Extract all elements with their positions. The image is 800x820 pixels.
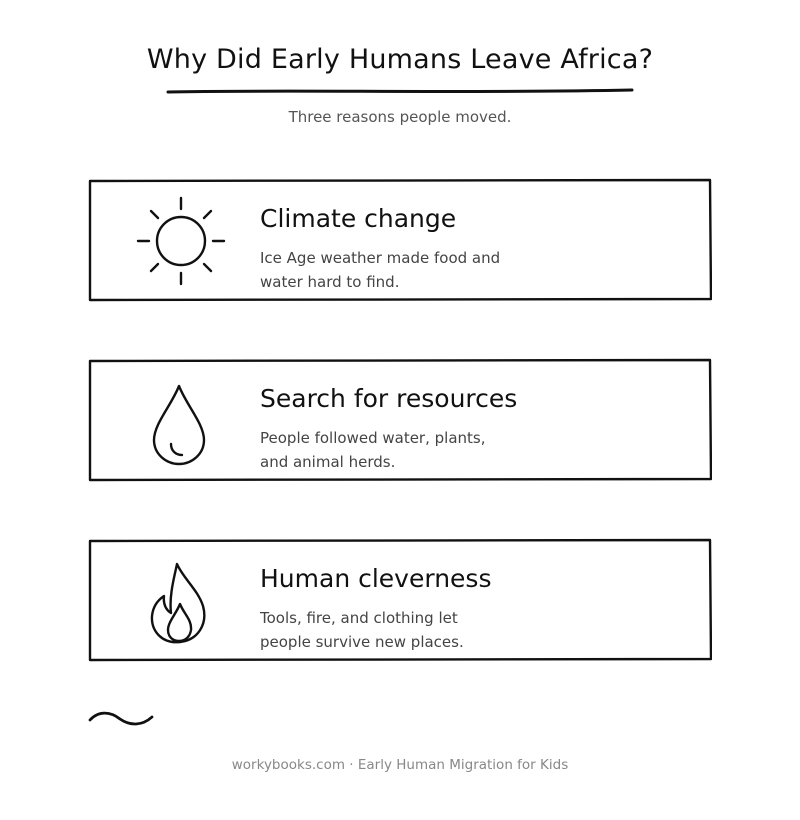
reason-description <box>260 426 560 474</box>
reason-description-line: and animal herds. <box>260 453 396 471</box>
reason-description-line: People followed water, plants, <box>260 429 486 447</box>
reason-description-line: water hard to find. <box>260 273 400 291</box>
reason-card-cleverness <box>88 538 712 662</box>
reason-title: Human cleverness <box>260 564 492 593</box>
reason-description-line: Ice Age weather made food and <box>260 249 501 267</box>
footer-credit: workybooks.com · Early Human Migration for Kids <box>231 757 569 773</box>
water-drop-icon <box>136 376 226 466</box>
reason-title: Search for resources <box>260 384 518 413</box>
reason-description <box>260 246 560 294</box>
reason-card-climate <box>88 178 712 302</box>
fire-icon <box>136 556 226 646</box>
reason-title: Climate change <box>260 204 457 233</box>
reason-description <box>260 606 560 654</box>
squiggle-decoration <box>88 708 154 728</box>
reason-description-line: people survive new places. <box>260 633 464 651</box>
reason-card-resources <box>88 358 712 482</box>
sun-icon <box>136 196 226 286</box>
reason-description-line: Tools, fire, and clothing let <box>260 609 458 627</box>
subtitle: Three reasons people moved. <box>288 108 512 126</box>
page-title: Why Did Early Humans Leave Africa? <box>146 44 654 75</box>
title-underline <box>165 86 635 98</box>
